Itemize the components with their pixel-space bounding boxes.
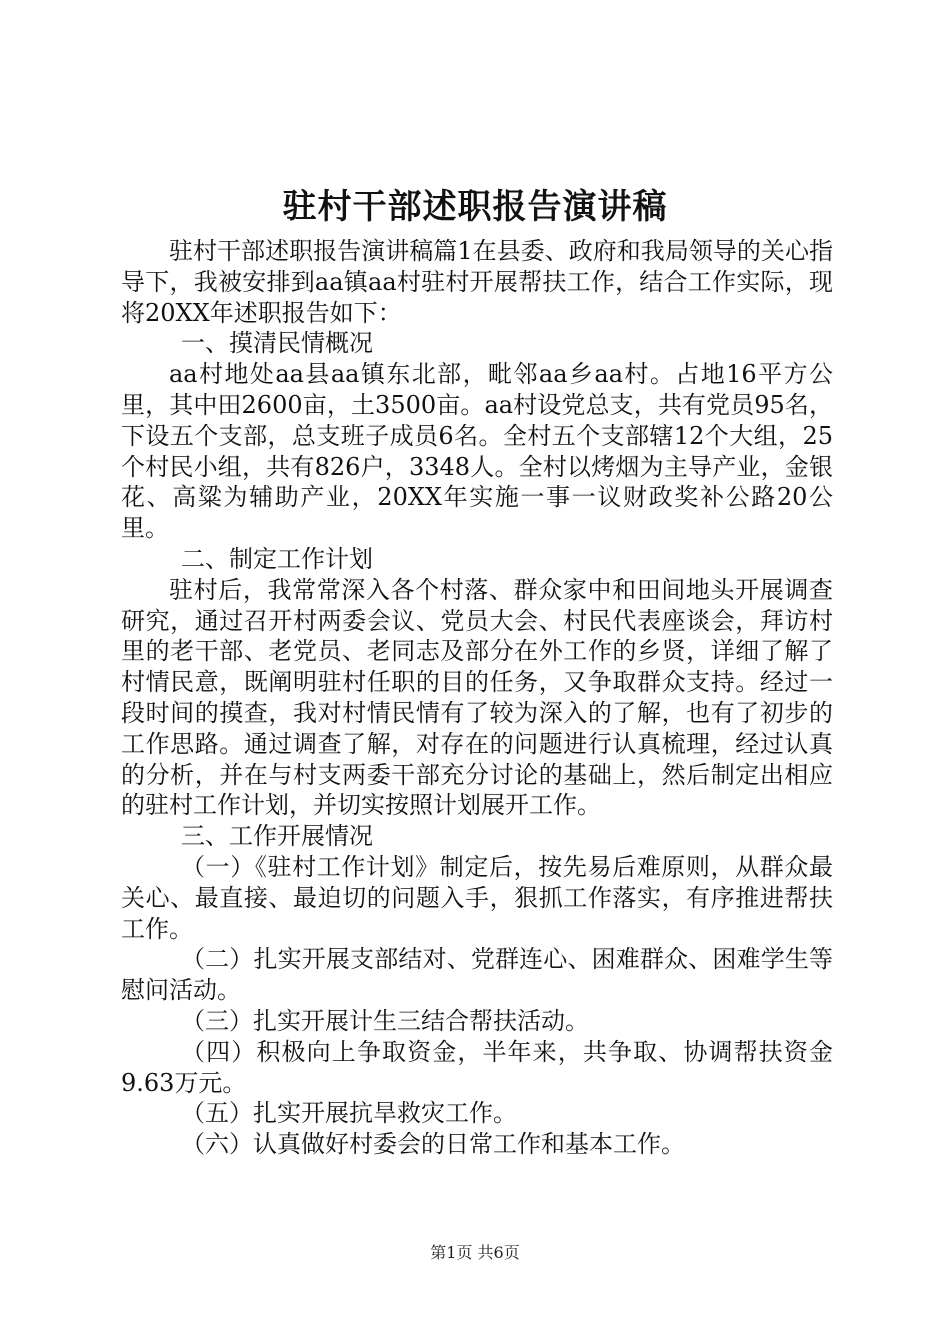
sub-item-6: （六）认真做好村委会的日常工作和基本工作。 [181,1130,685,1159]
section-heading-2: 二、制定工作计划 [181,544,373,573]
section-heading-3: 三、工作开展情况 [181,822,373,851]
sub-item-1: （一）《驻村工作计划》制定后，按先易后难原则，从群众最关心、最直接、最迫切的问题入手，狠抓工作落实，有序推进帮扶工作。 [121,852,833,943]
document-title: 驻村干部述职报告演讲稿 [282,187,668,227]
section-paragraph-2: 驻村后，我常常深入各个村落、群众家中和田间地头开展调查研究，通过召开村两委会议、党员大会、村民代表座谈会，拜访村里的老干部、老党员、老同志及部分在外工作的乡贤，详细了解了村情民意，既阐明驻村任职的目的任务，又争取群众支持。经过一段时间的摸查，我对村情民情有了较为深入的了解，也有了初步的工作思路。通过调查了解，对存在的问题进行认真梳理，经过认真的分析，并在与村支两委干部充分讨论的基础上，然后制定出相应的驻村工作计划，并切实按照计划展开工作。 [121,575,833,820]
sub-item-5: （五）扎实开展抗旱救灾工作。 [181,1099,517,1128]
sub-item-2: （二）扎实开展支部结对、党群连心、困难群众、困难学生等慰问活动。 [121,945,833,1005]
document-body [121,236,833,1160]
sub-item-3: （三）扎实开展计生三结合帮扶活动。 [181,1006,589,1035]
page-footer: 第1页 共6页 [430,1243,520,1262]
section-paragraph-1: aa村地处aa县aa镇东北部，毗邻aa乡aa村。占地16平方公里，其中田2600亩，土3500亩。aa村设党总支，共有党员95名，下设五个支部，总支班子成员6名。全村五个支部辖12个大组，25个村民小组，共有826户，3348人。全村以烤烟为主导产业，金银花、高粱为辅助产业，20XX年实施一事一议财政奖补公路20公里。 [121,360,833,543]
section-heading-1: 一、摸清民情概况 [181,329,373,358]
intro-paragraph: 驻村干部述职报告演讲稿篇1在县委、政府和我局领导的关心指导下，我被安排到aa镇aa村驻村开展帮扶工作，结合工作实际，现将20XX年述职报告如下： [121,237,833,327]
sub-item-4: （四）积极向上争取资金，半年来，共争取、协调帮扶资金9.63万元。 [121,1037,833,1097]
